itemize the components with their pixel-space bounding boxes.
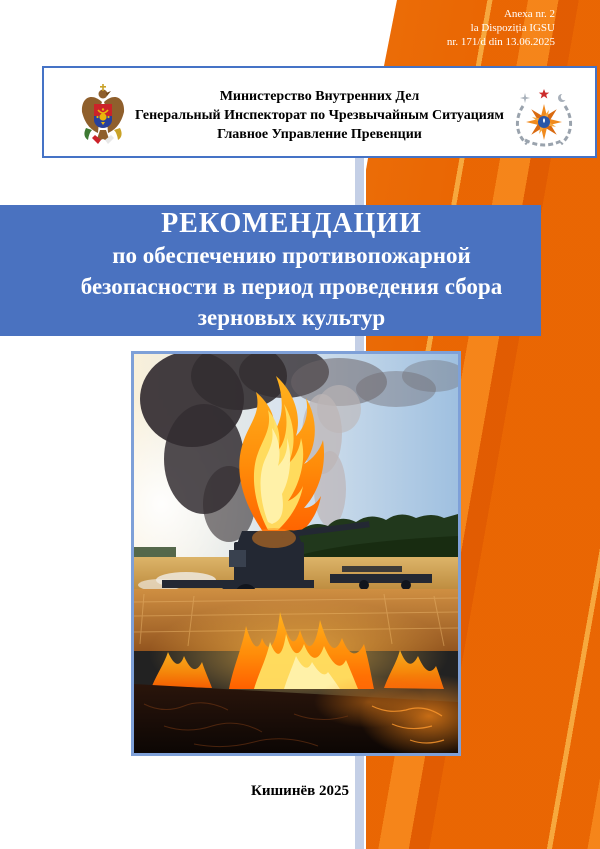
moldova-coat-of-arms-icon	[78, 84, 128, 148]
igsu-emblem-icon	[511, 88, 577, 152]
ministry-header-text	[135, 87, 504, 144]
annotation-line-2: la Dispoziția IGSU	[470, 22, 555, 34]
footer-city-year: Кишинёв 2025	[251, 783, 349, 799]
header-line-1: Министерство Внутренних Дел	[219, 88, 420, 104]
header-line-2: Генеральный Инспекторат по Чрезвычайным Ситуациям	[135, 107, 504, 123]
ministry-header-box	[42, 66, 597, 158]
title-line-4: зерновых культур	[197, 305, 386, 330]
fire-photo	[131, 351, 461, 756]
header-line-3: Главное Управление Превенции	[217, 126, 422, 142]
title-line-2: по обеспечению противопожарной	[112, 243, 471, 268]
annotation-block	[447, 7, 555, 49]
annotation-line-1: Anexa nr. 2	[503, 8, 555, 20]
fire-photo-illustration	[134, 354, 458, 753]
document-title-box	[0, 205, 541, 336]
annotation-line-3: nr. 171/d din 13.06.2025	[446, 36, 555, 48]
title-line-3: безопасности в период проведения сбора	[80, 274, 503, 299]
title-line-1: РЕКОМЕНДАЦИИ	[161, 208, 422, 239]
